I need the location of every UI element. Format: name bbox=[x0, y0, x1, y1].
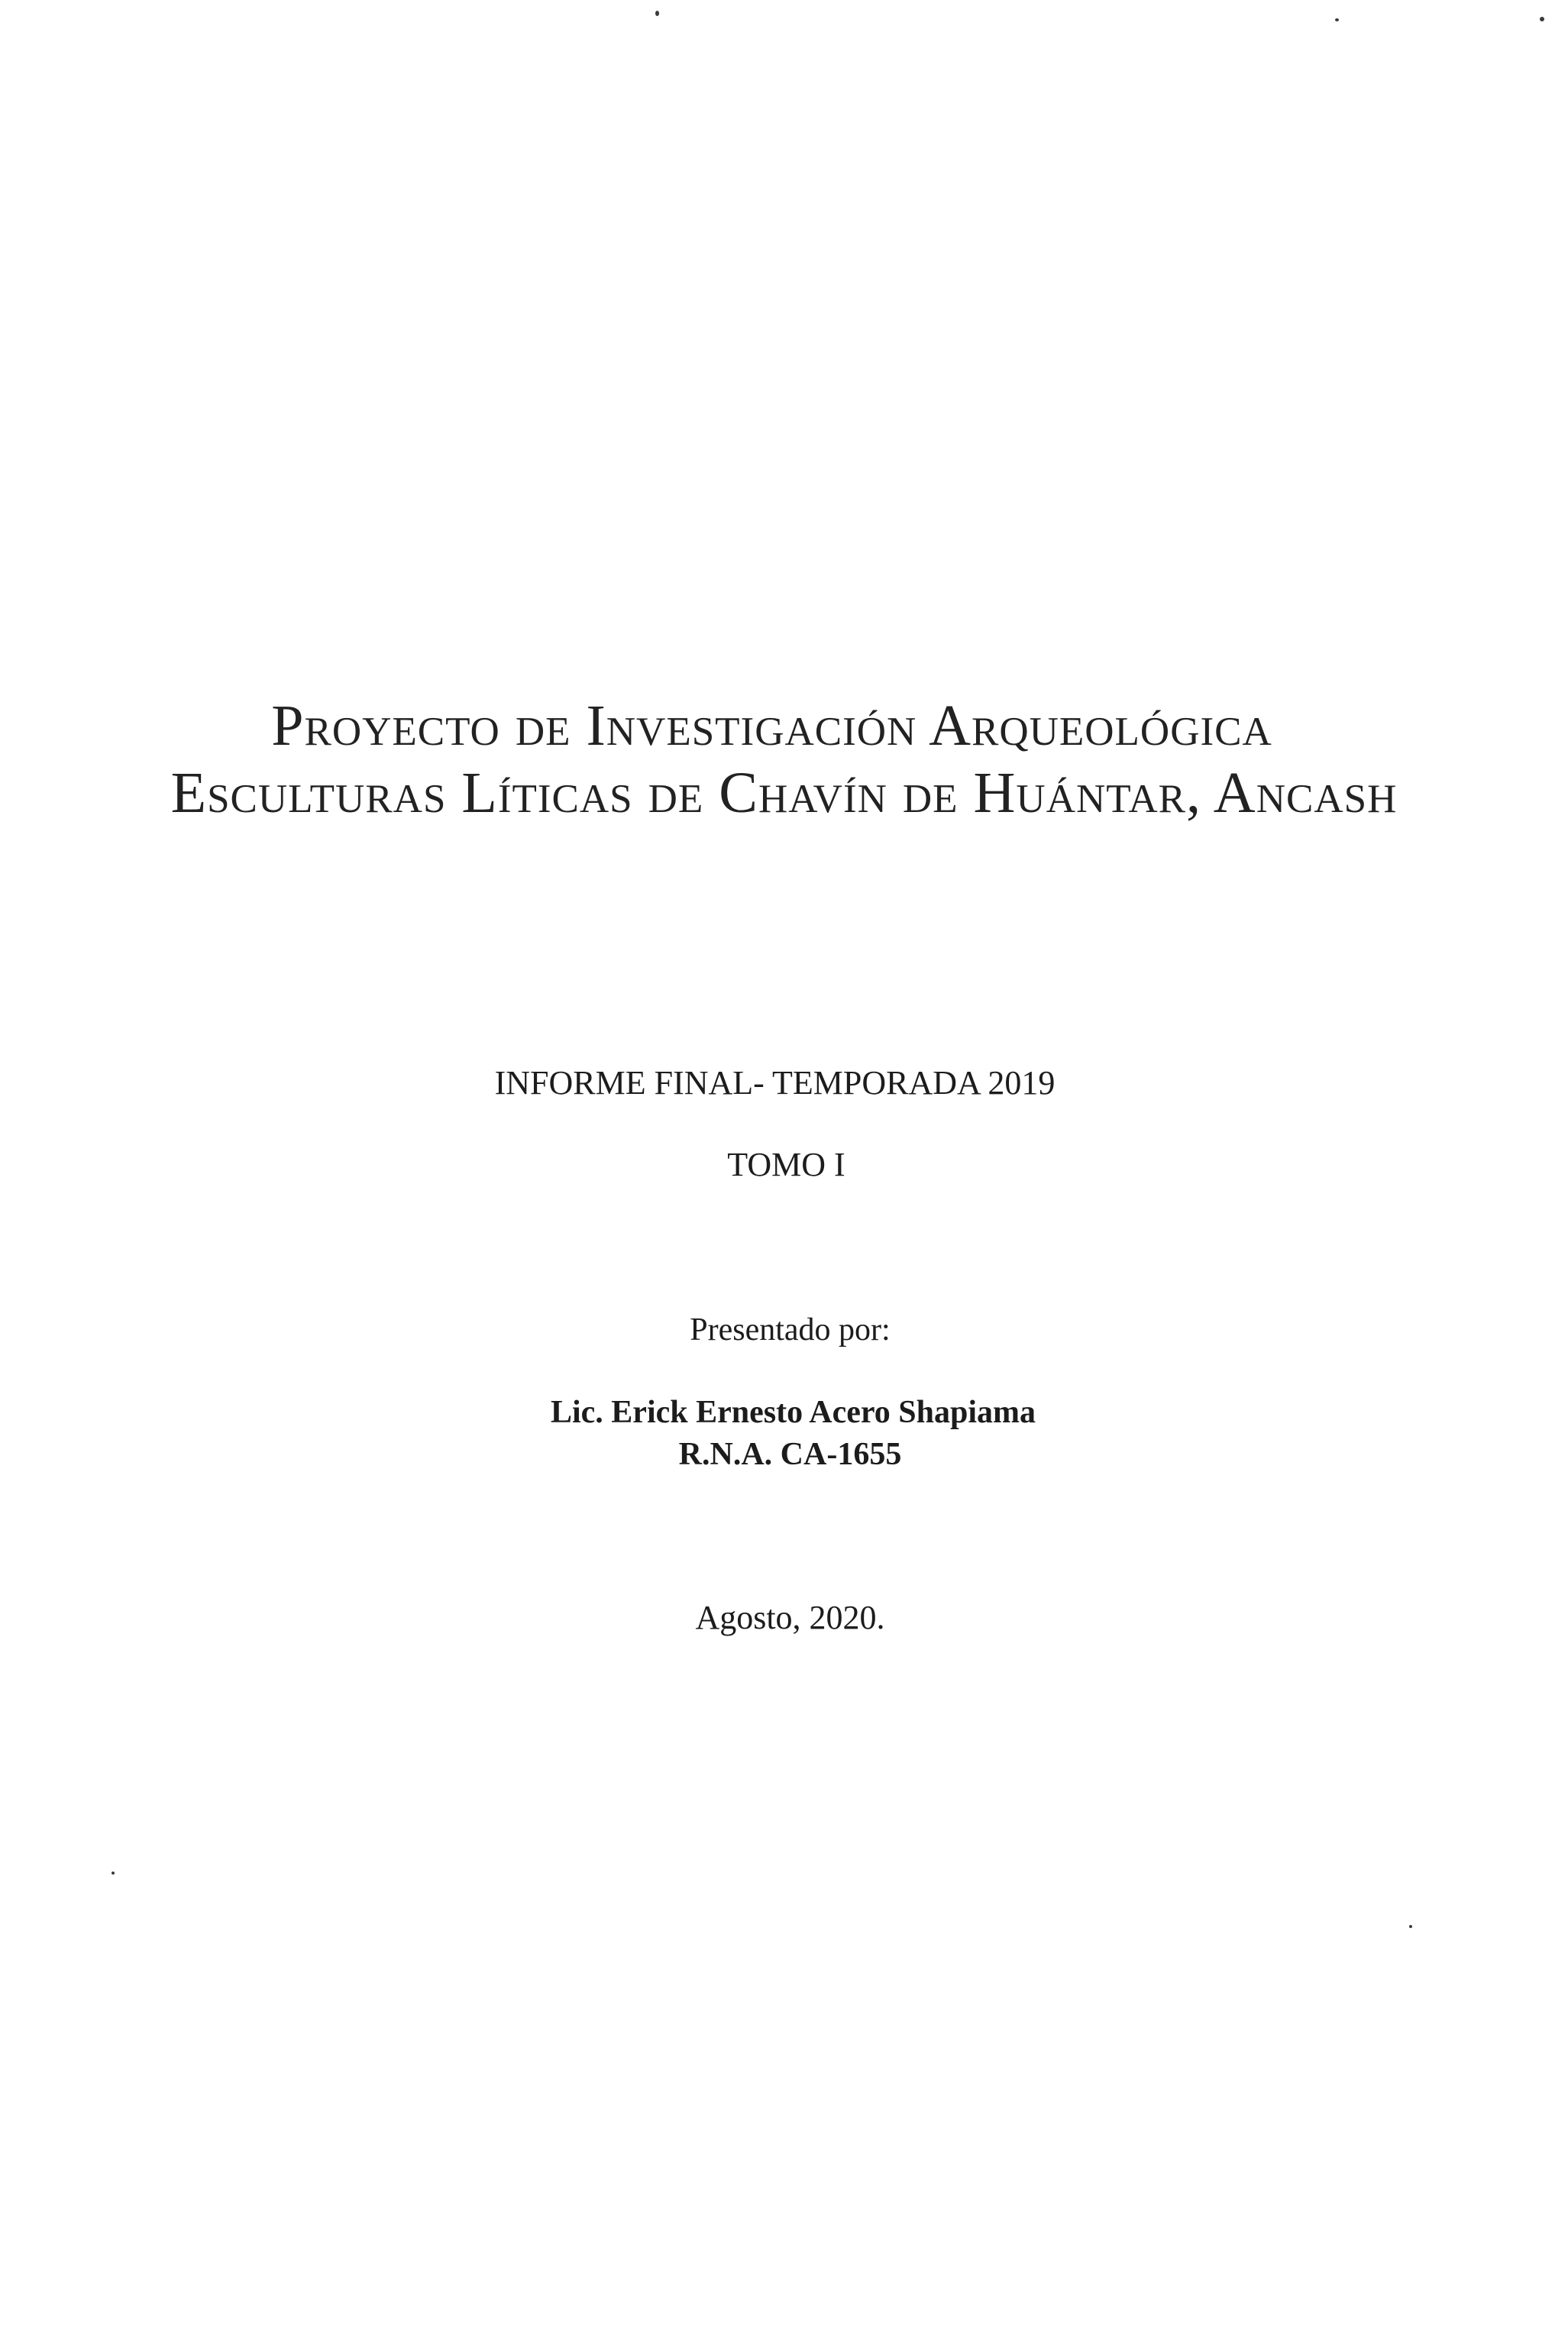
scan-speck bbox=[1335, 18, 1339, 21]
author-registry: R.N.A. CA-1655 bbox=[678, 1437, 902, 1472]
volume-label: TOMO I bbox=[727, 1146, 845, 1183]
scan-speck bbox=[1540, 17, 1544, 21]
report-date: Agosto, 2020. bbox=[695, 1599, 885, 1636]
author-name: Lic. Erick Ernesto Acero Shapiama bbox=[550, 1395, 1036, 1430]
presented-by-label: Presentado por: bbox=[690, 1312, 891, 1347]
project-title-line-2: Esculturas Líticas de Chavín de Huántar, Ancash bbox=[170, 761, 1398, 825]
scan-speck bbox=[1409, 1925, 1412, 1928]
report-title: INFORME FINAL- TEMPORADA 2019 bbox=[494, 1064, 1056, 1102]
scan-speck bbox=[112, 1872, 115, 1875]
scan-speck bbox=[655, 11, 659, 16]
project-title-line-1: Proyecto de Investigación Arqueológica bbox=[271, 694, 1272, 758]
